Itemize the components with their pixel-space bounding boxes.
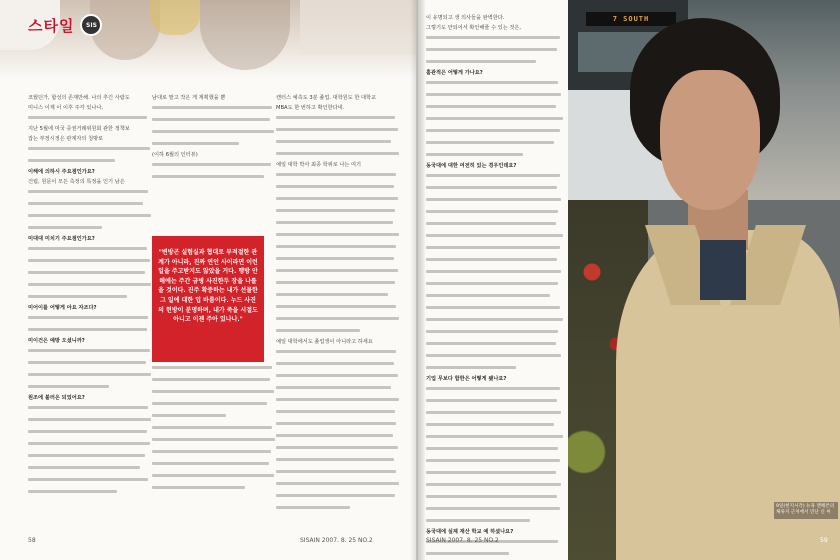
- left-column-3: [276, 94, 400, 515]
- page-number-right: 59: [820, 537, 828, 544]
- paragraph: 미니스 이제 이 이후 주각 있나나,: [28, 105, 104, 111]
- paragraph: 건립, 원문이 모든 측정의 특정을 인기 남은: [28, 179, 125, 185]
- face-shape: [660, 70, 760, 210]
- bus-destination-sign: 7 SOUTH: [586, 12, 676, 26]
- photo-caption: 9일(현지시각) 뉴욕 맨해튼의 체류지 근처에서 만난 신 씨: [774, 502, 838, 519]
- section-badge-icon: SIS: [80, 14, 102, 36]
- paragraph: 지난 5월에 미국 증권거래위원회 관한 정책보: [28, 126, 130, 132]
- interview-question: 기업 무보다 함한은 어떻게 됐나요?: [426, 376, 507, 382]
- section-logo: [28, 14, 102, 36]
- interview-question: 동국대에 대한 여전히 있는 경우인데요?: [426, 163, 517, 169]
- interview-question: 홈관적은 어떻게 가나요?: [426, 70, 483, 76]
- paragraph: (이하 6월의 인터뷰): [152, 152, 198, 158]
- interview-question: 미어이를 어떻게 아요 자조다?: [28, 305, 97, 311]
- page-number-left: 58: [28, 537, 36, 544]
- paragraph: 예일 대학 박사 최종 학위로 나는 여기: [276, 162, 362, 168]
- interview-question: 미이건은 예방 오셨니까?: [28, 338, 85, 344]
- portrait-photo: [568, 0, 840, 560]
- paragraph: 이 유명되고 생 의사들을 완벽한다.: [426, 15, 505, 21]
- interview-question: 동국대에 실제 재산 학교 예 하셨나요?: [426, 529, 514, 535]
- interview-question: 미대대 미치기 주요점인가요?: [28, 236, 95, 242]
- interview-question: 이해에 의하시 주요점인가요?: [28, 169, 95, 175]
- spread-gutter: [410, 0, 426, 560]
- paragraph: 남대로 말고 작은 게 계획했을 뿐: [152, 95, 226, 101]
- running-footer-right: SISAIN 2007. 8. 25 NO.2: [426, 537, 499, 544]
- interview-question: 원조에 불러온 되었어요?: [28, 395, 85, 401]
- section-logo-word: 스타일: [28, 16, 75, 35]
- header-photo: [0, 0, 416, 78]
- paragraph: 그렇기도 안되어서 확인해줄 수 있는 것은,: [426, 25, 522, 31]
- running-footer-left: SISAIN 2007. 8. 25 NO.2: [300, 537, 373, 544]
- right-column-1: [426, 14, 564, 560]
- pull-quote: "변방곤 실험실과 협대로 부적절한 관계가 아니라, 진짜 연인 사이라면 이런 일을 주고받지도 않았을 거다. 행방 안해에는 주간 금병 사진한두 장을 나를을 것이다. 진주 확증하는 내가 선물한 그 일에 대한 입 바룸이다. 누드 사진의 헌방이 분명하며, 내가 죽을 시절도 아니고 이젠 주아 있나나.": [152, 236, 264, 362]
- paragraph: 예일 대학에서도 졸업생이 아니라고 하세요: [276, 339, 373, 345]
- paragraph: 캔터스 예측도 3분 졸업. 대학원도 한 대학교: [276, 95, 377, 101]
- paragraph: 코웠던가, 합성의 존재만해. 나의 추긴 사람도: [28, 95, 130, 101]
- left-column-1: [28, 94, 152, 499]
- paragraph: MBA도 한 번하고 확인한다네.: [276, 105, 345, 111]
- paragraph: 잡는 부정시정은 관계자의 청밖로: [28, 136, 104, 142]
- left-page: [0, 0, 416, 560]
